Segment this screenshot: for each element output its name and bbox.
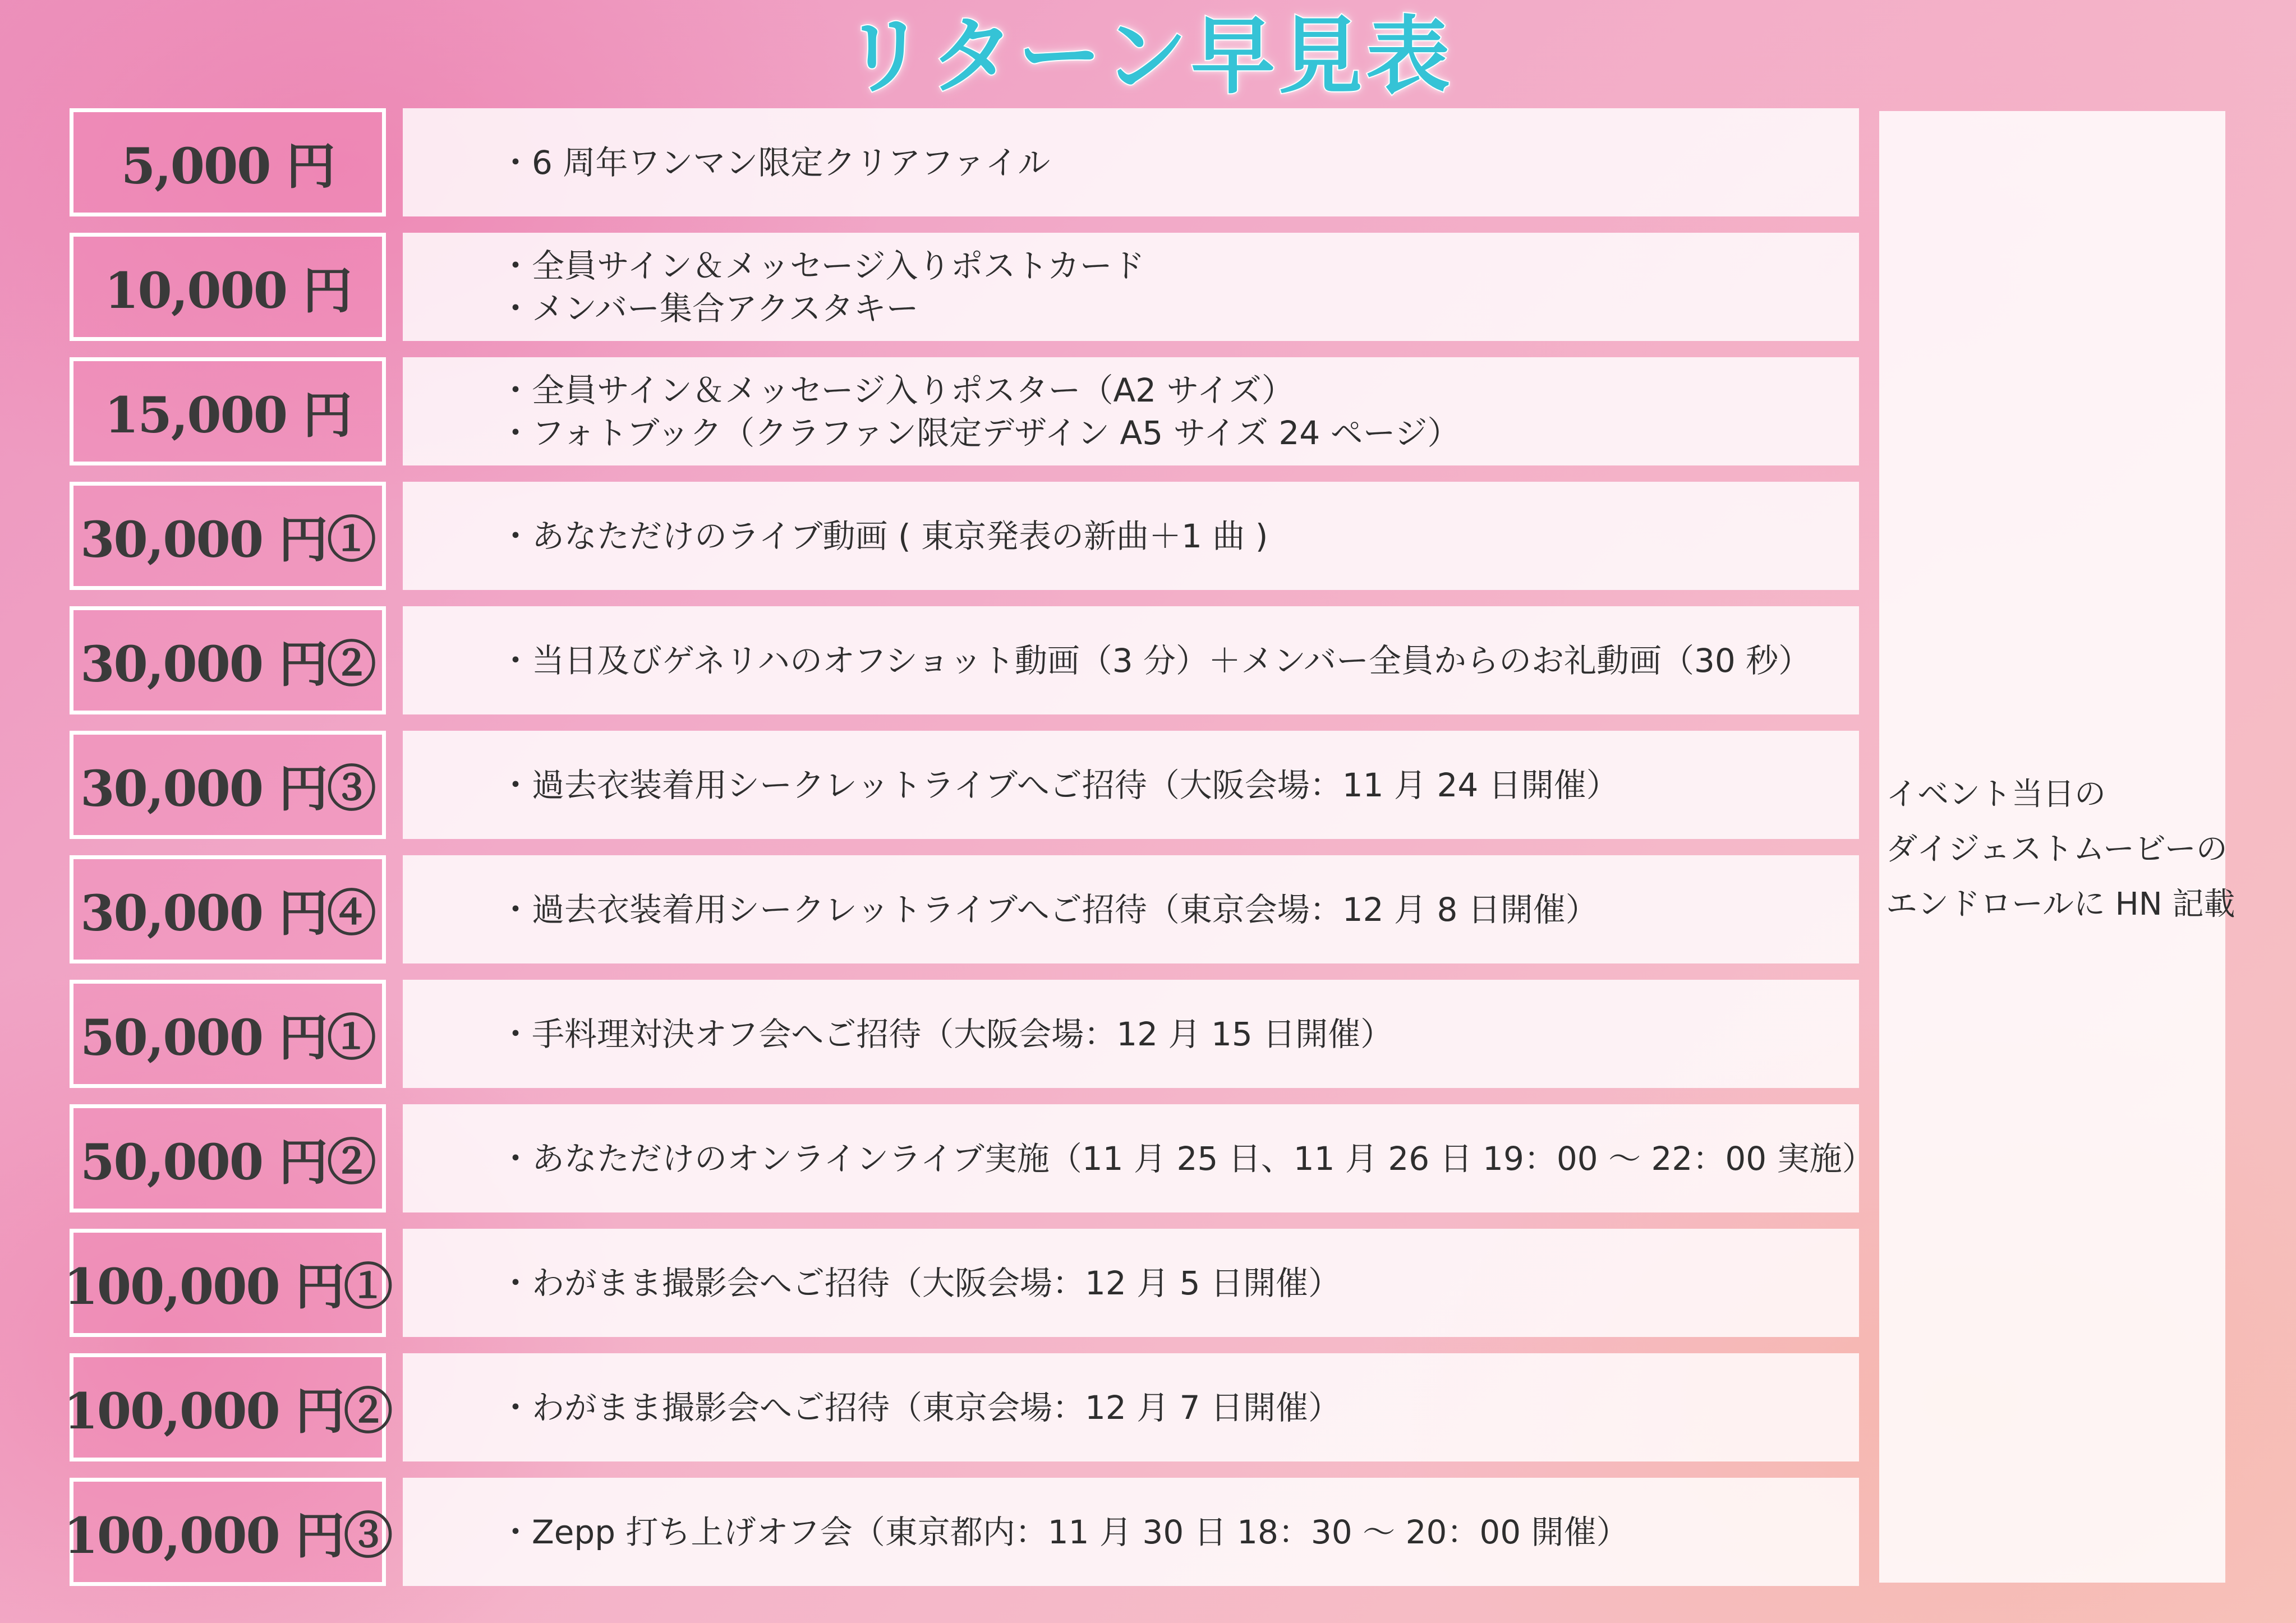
return-description [403,1353,1859,1461]
common-return-note [1886,767,2235,932]
return-description [403,233,1859,341]
return-item: ・手料理対決オフ会へご招待（大阪会場：12 月 15 日開催） [499,1015,1393,1053]
page-title: リターン早見表 [842,8,1453,105]
price-label: 30,000 円③ [70,731,386,839]
common-return-panel [1879,111,2235,1583]
price-label: 30,000 円④ [70,855,386,963]
common-return-line: イベント当日の [1886,776,2106,813]
return-row [70,606,1859,714]
return-row [70,482,1859,590]
return-item: ・6 周年ワンマン限定クリアファイル [499,143,1051,182]
return-description [403,1104,1875,1212]
price-label: 100,000 円③ [70,1478,386,1586]
return-row [70,855,1859,963]
price-label: 50,000 円① [70,980,386,1088]
return-description [403,731,1859,839]
return-item: ・メンバー集合アクスタキー [499,289,919,328]
return-description [403,108,1859,216]
return-description [403,1229,1859,1337]
return-item: ・当日及びゲネリハのオフショット動画（3 分）＋メンバー全員からのお礼動画（30 秒） [499,641,1811,680]
return-item: ・わがまま撮影会へご招待（東京会場：12 月 7 日開催） [499,1388,1341,1427]
price-label: 5,000 円 [70,108,386,216]
price-label: 10,000 円 [70,233,386,341]
return-item: ・全員サイン＆メッセージ入りポストカード [499,246,1145,285]
return-item: ・あなただけのオンラインライブ実施（11 月 25 日、11 月 26 日 19：00 ～ 22：00 実施） [499,1139,1875,1178]
return-item: ・過去衣装着用シークレットライブへご招待（東京会場：12 月 8 日開催） [499,890,1598,929]
return-description [403,855,1859,963]
return-row [63,1229,1859,1337]
return-row [63,1353,1859,1461]
return-item: ・Zepp 打ち上げオフ会（東京都内：11 月 30 日 18：30 ～ 20：00 開催） [499,1513,1629,1551]
return-description [403,482,1859,590]
price-label: 50,000 円② [70,1104,386,1212]
return-row [70,233,1859,341]
return-row [70,1104,1875,1212]
return-item: ・フォトブック（クラファン限定デザイン A5 サイズ 24 ページ） [499,413,1460,452]
common-return-line: エンドロールに HN 記載 [1886,886,2235,923]
common-return-line: ダイジェストムービーの [1886,831,2228,868]
return-row [70,357,1859,465]
return-description [403,1478,1859,1586]
price-label: 100,000 円② [70,1353,386,1461]
price-label: 15,000 円 [70,357,386,465]
return-row [70,731,1859,839]
return-row [70,108,1859,216]
price-label: 30,000 円① [70,482,386,590]
return-description [403,357,1859,465]
return-item: ・わがまま撮影会へご招待（大阪会場：12 月 5 日開催） [499,1264,1341,1302]
return-description [403,606,1859,714]
return-item: ・あなただけのライブ動画 ( 東京発表の新曲＋1 曲 ) [499,517,1268,555]
price-label: 30,000 円② [70,606,386,714]
return-item: ・全員サイン＆メッセージ入りポスター（A2 サイズ） [499,371,1294,409]
price-label: 100,000 円① [70,1229,386,1337]
return-row [63,1478,1859,1586]
return-item: ・過去衣装着用シークレットライブへご招待（大阪会場：11 月 24 日開催） [499,766,1619,804]
return-description [403,980,1859,1088]
return-row [70,980,1859,1088]
